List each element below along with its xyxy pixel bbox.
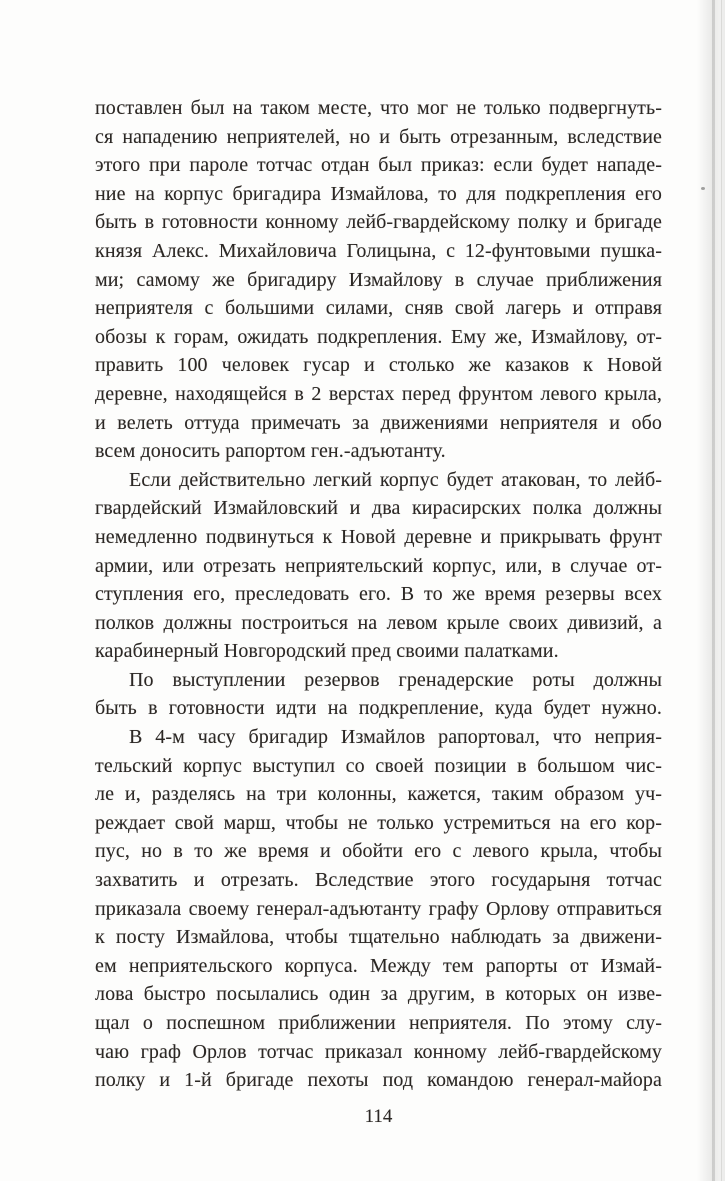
text-line: По выступлении резервов гренадерские роты должны [129, 668, 662, 691]
text-line: пус, но в то же время и обойти его с левого крыла, чтобы [95, 840, 662, 863]
paragraph [95, 94, 662, 466]
text-line: немедленно подвинуться к Новой деревне и прикрывать фрунт [95, 525, 662, 548]
text-line: деревне, находящейся в 2 верстах перед фрунтом левого крыла, [95, 382, 662, 405]
text-line: поставлен был на таком месте, что мог не только подвергнуть- [95, 97, 662, 119]
paragraph [95, 723, 662, 1095]
page-number: 114 [364, 1106, 393, 1127]
text-line: чаю граф Орлов тотчас приказал конному лейб-гвардейскому [95, 1040, 662, 1063]
text-line: ми; самому же бригадиру Измайлову в случае приближения [95, 268, 662, 291]
text-line: захватить и отрезать. Вследствие этого государыня тотчас [95, 869, 662, 892]
text-line: всем доносить рапортом ген.-адъютанту. [95, 440, 446, 463]
text-line: править 100 человек гусар и столько же казаков к Новой [95, 354, 662, 377]
text-line: щал о поспешном приближении неприятеля. По этому слу- [95, 1012, 662, 1034]
paragraph [95, 466, 662, 666]
text-line: армии, или отрезать неприятельский корпус, или, в случае от- [95, 554, 662, 577]
text-line: полков должны построиться на левом крыле своих дивизий, а [95, 611, 662, 634]
text-line: неприятеля с большими силами, сняв свой лагерь и отправя [95, 297, 662, 320]
text-line: ле и, разделясь на три колонны, кажется, таким образом уч- [95, 783, 662, 806]
text-line: тельский корпус выступил со своей позиции в большом чис- [95, 754, 662, 777]
text-line: этого при пароле тотчас отдан был приказ: если будет нападе- [95, 154, 662, 177]
text-line: приказала своему генерал-адъютанту графу Орлову отправиться [95, 897, 662, 920]
text-line: гвардейский Измайловский и два кирасирских полка должны [95, 497, 662, 520]
text-line: и велеть оттуда примечать за движениями неприятеля и обо [95, 411, 662, 434]
text-line: Если действительно легкий корпус будет атакован, то лейб- [129, 468, 662, 491]
text-line: ся нападению неприятелей, но и быть отрезанным, вследствие [95, 125, 662, 148]
text-line: ем неприятельского корпуса. Между тем рапорты от Измай- [95, 954, 662, 977]
text-line: лова быстро посылались один за другим, в которых он изве- [95, 983, 662, 1006]
text-line: реждает свой марш, чтобы не только устремиться на его кор- [95, 811, 662, 834]
scan-edge-right [697, 0, 725, 1181]
text-line: полку и 1-й бригаде пехоты под командою генерал-майора [95, 1069, 662, 1092]
text-line: к посту Измайлова, чтобы тщательно наблюдать за движени- [95, 926, 662, 949]
text-line: быть в готовности конному лейб-гвардейскому полку и бригаде [95, 211, 662, 234]
text-line: быть в готовности идти на подкрепление, куда будет нужно. [95, 697, 662, 720]
text-line: обозы к горам, ожидать подкрепления. Ему же, Измайлову, от- [95, 325, 662, 348]
text-line: карабинерный Новгородский пред своими палатками. [95, 640, 559, 663]
text-line: ние на корпус бригадира Измайлова, то для подкрепления его [95, 182, 662, 205]
paragraph [95, 666, 662, 723]
scan-speck [701, 187, 705, 190]
body-text [95, 94, 662, 1095]
text-line: В 4-м часу бригадир Измайлов рапортовал, что неприя- [129, 726, 662, 749]
text-line: князя Алекс. Михайловича Голицына, с 12-фунтовыми пушка- [95, 239, 662, 262]
text-line: ступления его, преследовать его. В то же время резервы всех [95, 583, 662, 606]
